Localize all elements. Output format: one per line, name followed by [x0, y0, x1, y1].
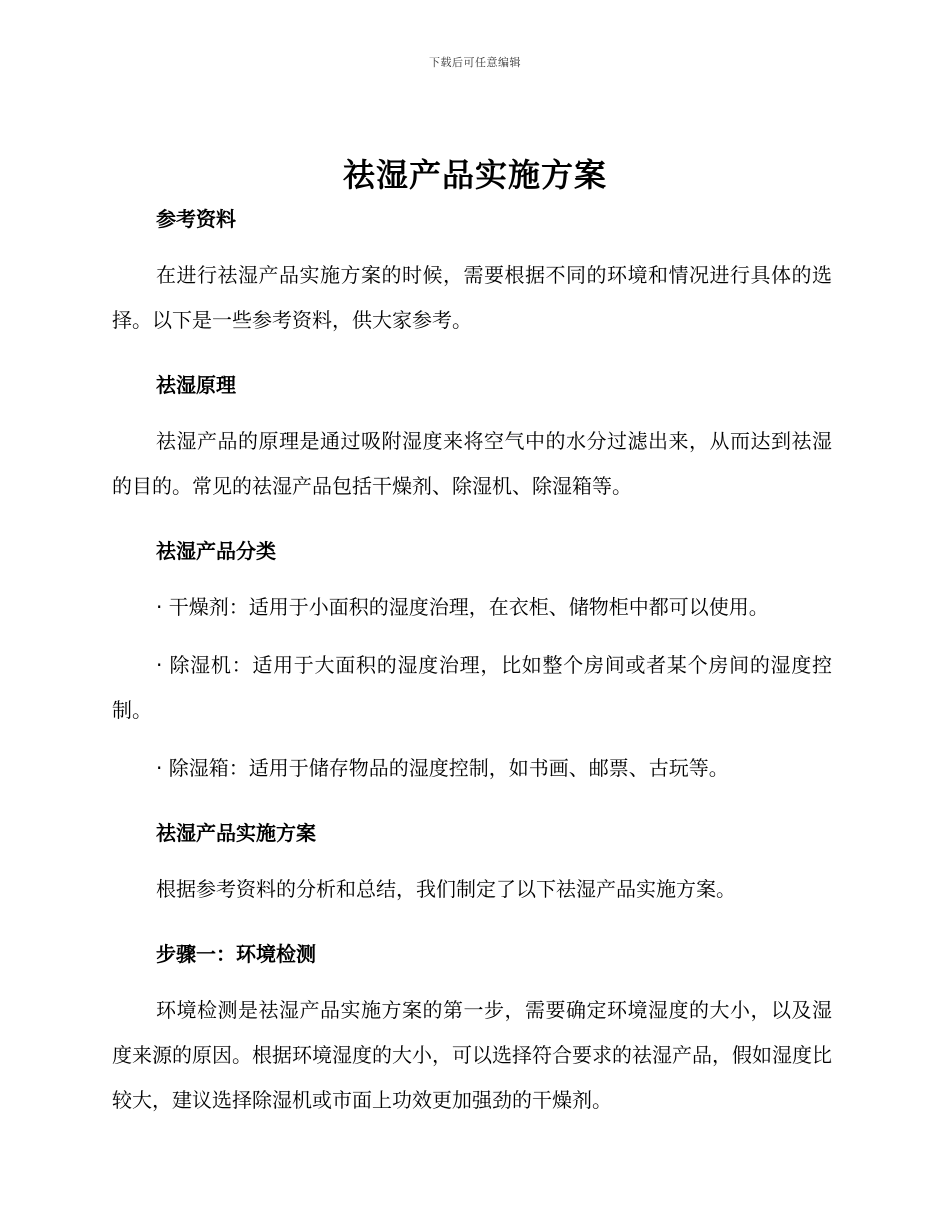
section-heading-principle: 祛湿原理 [156, 373, 236, 397]
list-item-dehumidifier: · 除湿机：适用于大面积的湿度治理，比如整个房间或者某个房间的湿度控制。 [112, 653, 832, 722]
document-body [112, 203, 832, 1123]
section-heading-references: 参考资料 [156, 207, 236, 231]
list-item-dehumidifying-cabinet: · 除湿箱：适用于储存物品的湿度控制，如书画、邮票、古玩等。 [156, 756, 729, 780]
section-heading-step-one: 步骤一：环境检测 [156, 942, 316, 966]
section-heading-plan: 祛湿产品实施方案 [156, 821, 316, 845]
document-title: 祛湿产品实施方案 [342, 156, 607, 194]
paragraph-principle: 祛湿产品的原理是通过吸附湿度来将空气中的水分过滤出来，从而达到祛湿的目的。常见的祛湿产品包括干燥剂、除湿机、除湿箱等。 [112, 429, 832, 498]
list-item-desiccant: · 干燥剂：适用于小面积的湿度治理，在衣柜、储物柜中都可以使用。 [156, 595, 769, 619]
paragraph-plan: 根据参考资料的分析和总结，我们制定了以下祛湿产品实施方案。 [156, 877, 736, 901]
header-note: 下载后可任意编辑 [429, 56, 521, 69]
paragraph-references: 在进行祛湿产品实施方案的时候，需要根据不同的环境和情况进行具体的选择。以下是一些参考资料，供大家参考。 [112, 263, 832, 332]
section-heading-categories: 祛湿产品分类 [156, 539, 276, 563]
paragraph-step-one: 环境检测是祛湿产品实施方案的第一步，需要确定环境湿度的大小，以及湿度来源的原因。根据环境湿度的大小，可以选择符合要求的祛湿产品，假如湿度比较大，建议选择除湿机或市面上功效更加强劲的干燥剂。 [112, 998, 832, 1112]
